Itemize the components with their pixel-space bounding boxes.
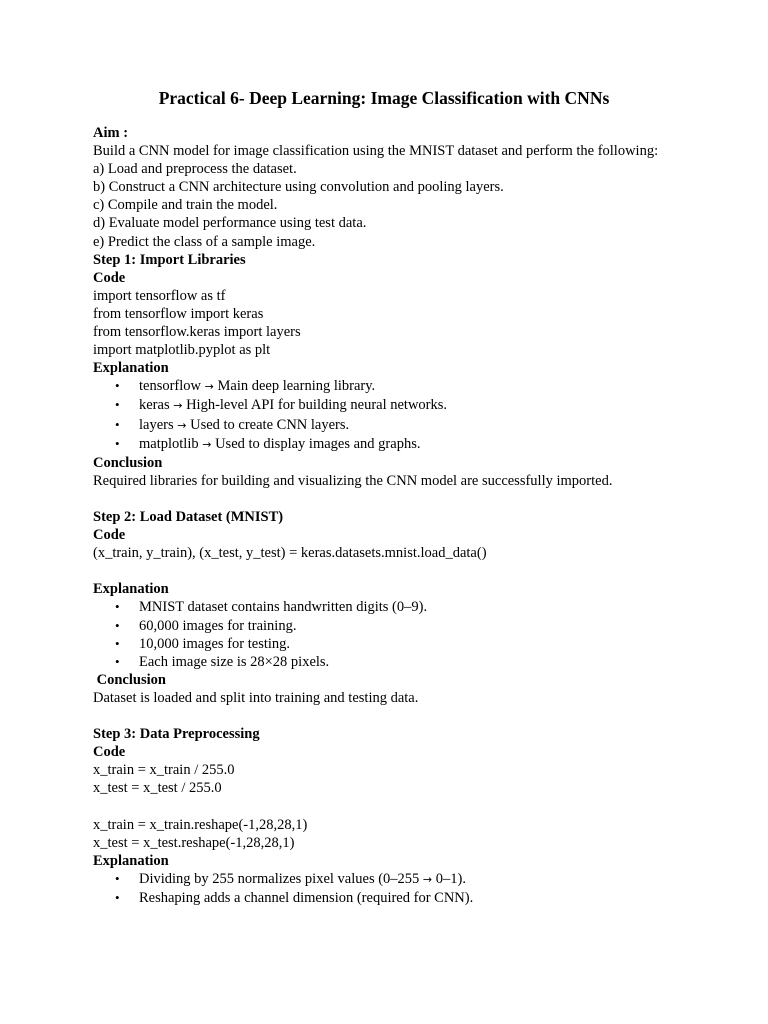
- bullet-term: layers: [139, 416, 174, 433]
- arrow-icon: →: [177, 418, 187, 432]
- bullet-item: [93, 435, 713, 454]
- bullet-text: 0–1).: [435, 870, 466, 887]
- code-line: x_test = x_test / 255.0: [93, 780, 222, 797]
- step1-conclusion-label: Conclusion: [93, 454, 163, 471]
- bullet-desc: Used to display images and graphs.: [215, 435, 421, 452]
- step2-heading: Step 2: Load Dataset (MNIST): [93, 508, 284, 525]
- step2-conclusion-label: Conclusion: [93, 671, 166, 688]
- step2-explanation-label: Explanation: [93, 581, 169, 598]
- bullet-item: [93, 889, 713, 907]
- bullet-desc: High-level API for building neural networks.: [186, 397, 448, 414]
- aim-heading: Aim :: [93, 125, 129, 141]
- step1-code-label: Code: [93, 269, 126, 286]
- step3-bullet-list: [93, 870, 713, 907]
- code-line: x_train = x_train.reshape(-1,28,28,1): [93, 816, 308, 833]
- step3-explanation-label: Explanation: [93, 852, 169, 869]
- page-title: Practical 6- Deep Learning: Image Classification with CNNs: [158, 88, 610, 108]
- bullet-item: [93, 396, 713, 415]
- bullet-item: • Each image size is 28×28 pixels.: [93, 653, 713, 671]
- arrow-icon: →: [173, 399, 183, 413]
- bullet-term: keras: [139, 397, 170, 414]
- document-page: [93, 86, 713, 907]
- step1-bullet-list: [93, 377, 713, 453]
- arrow-icon: →: [202, 437, 212, 451]
- bullet-item: [93, 377, 713, 396]
- aim-task: e) Predict the class of a sample image.: [93, 233, 316, 250]
- bullet-term: matplotlib: [139, 435, 199, 452]
- arrow-icon: →: [204, 380, 214, 394]
- bullet-desc: Used to create CNN layers.: [190, 416, 350, 433]
- bullet-item: [93, 416, 713, 435]
- bullet-text: Dividing by 255 normalizes pixel values (0–255: [139, 870, 420, 887]
- bullet-item: • 60,000 images for training.: [93, 617, 713, 635]
- bullet-item: • 10,000 images for testing.: [93, 635, 713, 653]
- code-line: import matplotlib.pyplot as plt: [93, 342, 271, 359]
- step2-code-label: Code: [93, 527, 126, 544]
- step1-heading: Step 1: Import Libraries: [93, 251, 246, 268]
- bullet-term: tensorflow: [139, 378, 202, 395]
- aim-task: d) Evaluate model performance using test data.: [93, 215, 367, 232]
- step3-heading: Step 3: Data Preprocessing: [93, 726, 260, 743]
- bullet-item: [93, 870, 713, 889]
- step2-conclusion: Dataset is loaded and split into training and testing data.: [93, 689, 419, 706]
- step1-explanation-label: Explanation: [93, 360, 169, 377]
- step2-bullet-list: [93, 598, 713, 670]
- code-line: x_test = x_test.reshape(-1,28,28,1): [93, 834, 295, 851]
- arrow-icon: →: [422, 872, 433, 886]
- code-line: from tensorflow.keras import layers: [93, 324, 301, 341]
- bullet-desc: Main deep learning library.: [217, 378, 376, 395]
- step3-code-label: Code: [93, 744, 126, 761]
- aim-task: b) Construct a CNN architecture using convolution and pooling layers.: [93, 179, 504, 196]
- code-line: import tensorflow as tf: [93, 287, 226, 304]
- bullet-text: Reshaping adds a channel dimension (required for CNN).: [139, 889, 474, 906]
- step1-conclusion: Required libraries for building and visualizing the CNN model are successfully imported.: [93, 472, 613, 489]
- code-line: from tensorflow import keras: [93, 305, 264, 322]
- aim-task: a) Load and preprocess the dataset.: [93, 161, 297, 178]
- code-line: x_train = x_train / 255.0: [93, 762, 235, 779]
- aim-task: c) Compile and train the model.: [93, 197, 278, 214]
- bullet-item: • MNIST dataset contains handwritten digits (0–9).: [93, 598, 713, 616]
- code-line: (x_train, y_train), (x_test, y_test) = keras.datasets.mnist.load_data(): [93, 545, 487, 562]
- aim-intro: Build a CNN model for image classification using the MNIST dataset and perform the following:: [93, 143, 659, 160]
